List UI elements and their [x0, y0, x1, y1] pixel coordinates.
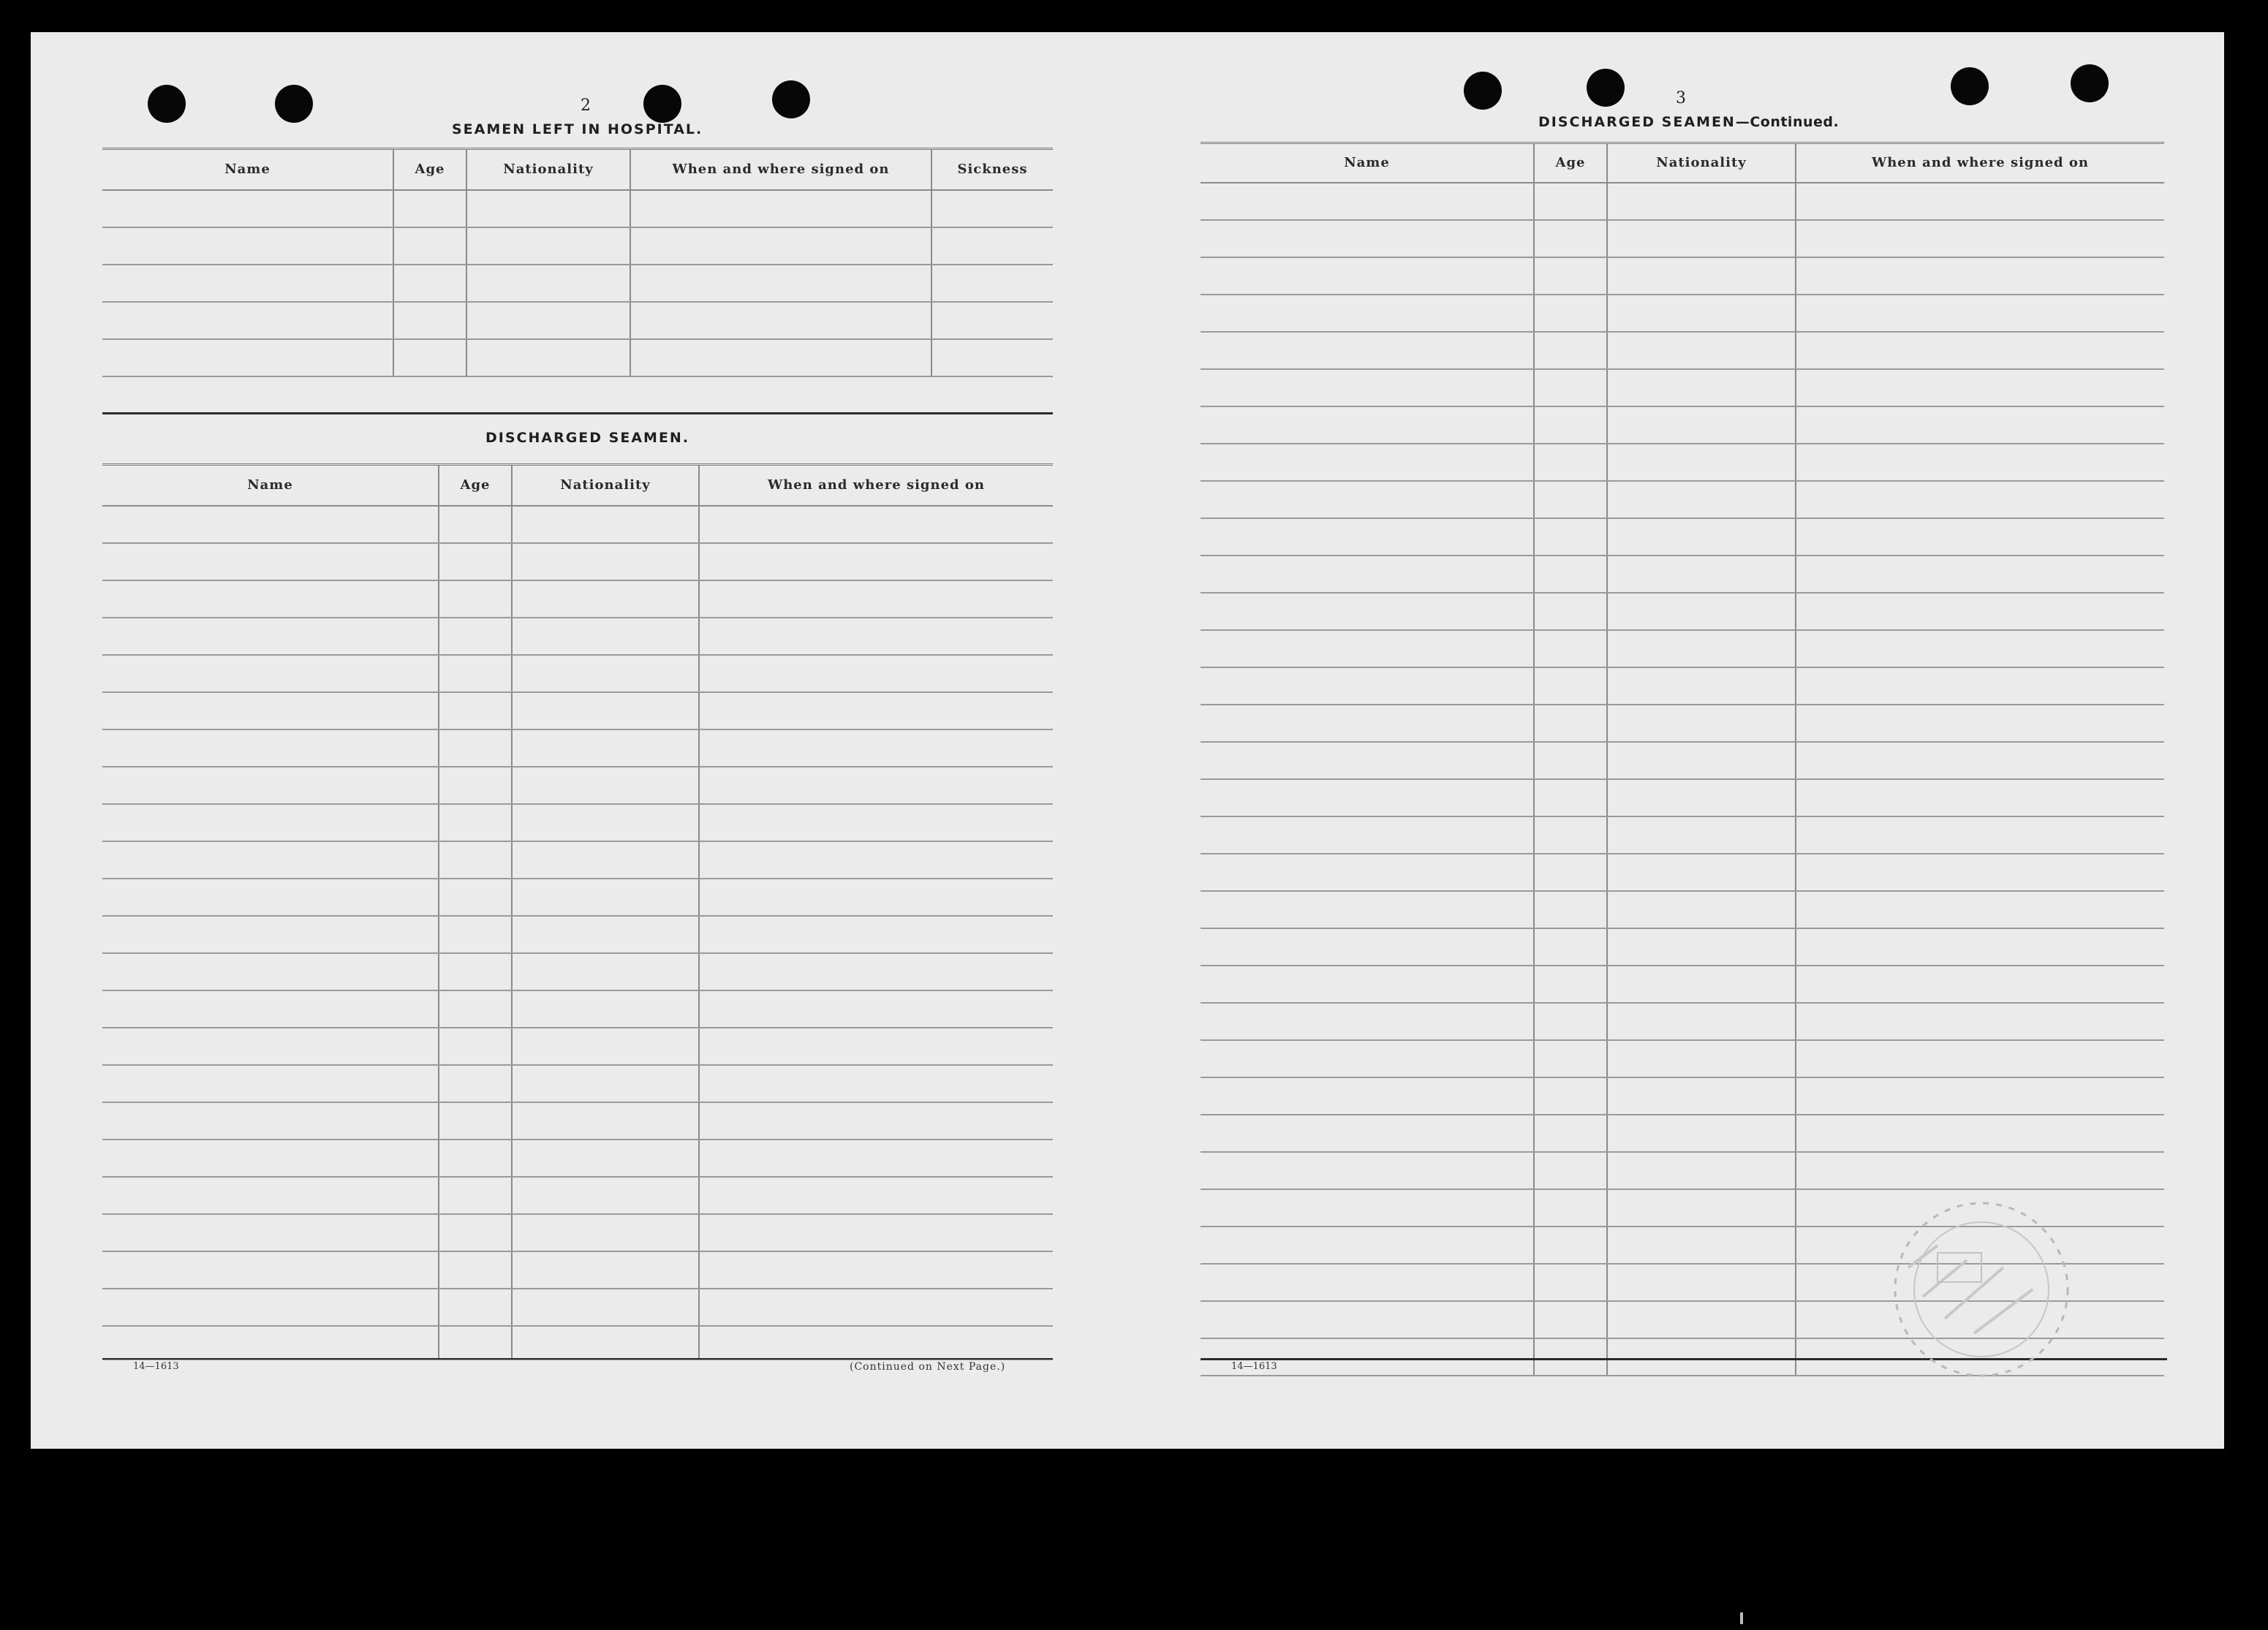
inspection-stamp: [1857, 1180, 2106, 1399]
hospital-table: [102, 148, 1053, 377]
discharged-continued-title-main: DISCHARGED SEAMEN: [1538, 114, 1736, 130]
punch-hole: [2071, 64, 2109, 102]
table-row: [102, 265, 1053, 302]
table-row: [1201, 556, 2164, 593]
column-header-signed-on: When and where signed on: [1796, 143, 2164, 183]
table-row: [102, 804, 1053, 841]
punch-hole: [275, 85, 313, 123]
column-header-name: Name: [102, 149, 393, 190]
table-row: [1201, 928, 2164, 966]
column-header-nationality: Nationality: [466, 149, 630, 190]
column-header-age: Age: [439, 465, 512, 506]
column-header-name: Name: [102, 465, 439, 506]
table-row: [102, 1065, 1053, 1102]
form-number-right: 14—1613: [1231, 1361, 1277, 1372]
table-row: [1201, 705, 2164, 742]
column-header-age: Age: [1534, 143, 1607, 183]
hospital-table-rows: [102, 190, 1053, 376]
table-row: [1201, 220, 2164, 257]
table-row: [102, 580, 1053, 618]
table-row: [102, 841, 1053, 879]
table-row: [102, 729, 1053, 767]
punch-hole: [1951, 67, 1989, 105]
table-row: [1201, 966, 2164, 1003]
table-row: [1201, 1003, 2164, 1040]
section-divider: [102, 412, 1053, 414]
ledger-sheet: [31, 32, 2224, 1449]
table-row: [1201, 816, 2164, 854]
table-row: [1201, 406, 2164, 444]
table-row: [1201, 593, 2164, 630]
discharged-table-left: [102, 463, 1053, 1360]
table-row: [1201, 1077, 2164, 1115]
column-header-nationality: Nationality: [512, 465, 699, 506]
table-row: [1201, 332, 2164, 369]
table-row: [102, 227, 1053, 265]
table-row: [102, 1214, 1053, 1251]
bottom-rule-left: [102, 1358, 1053, 1360]
punch-hole: [772, 80, 810, 118]
table-row: [102, 692, 1053, 729]
discharged-continued-title-suffix: —Continued.: [1735, 114, 1840, 130]
column-header-nationality: Nationality: [1607, 143, 1796, 183]
table-row: [102, 953, 1053, 990]
table-row: [102, 916, 1053, 953]
discharged-table-left-rows: [102, 506, 1053, 1360]
table-row: [102, 1326, 1053, 1360]
table-row: [102, 1251, 1053, 1289]
table-row: [1201, 444, 2164, 481]
table-row: [102, 767, 1053, 804]
table-row: [102, 339, 1053, 376]
table-row: [102, 506, 1053, 543]
table-row: [1201, 481, 2164, 518]
table-row: [1201, 854, 2164, 891]
table-row: [1201, 779, 2164, 816]
table-row: [102, 655, 1053, 692]
table-row: [102, 1289, 1053, 1326]
column-header-age: Age: [393, 149, 466, 190]
form-number-left: 14—1613: [133, 1361, 179, 1372]
table-row: [1201, 1115, 2164, 1152]
punch-hole: [1587, 69, 1625, 107]
table-row: [1201, 630, 2164, 667]
table-row: [102, 618, 1053, 655]
table-row: [102, 1102, 1053, 1140]
column-header-name: Name: [1201, 143, 1534, 183]
page-number-right: 3: [1676, 89, 1686, 107]
table-row: [102, 990, 1053, 1028]
column-header-signed-on: When and where signed on: [699, 465, 1053, 506]
page-number-left: 2: [581, 96, 591, 115]
stray-mark: [1740, 1612, 1743, 1624]
punch-hole: [643, 85, 681, 123]
table-row: [102, 1140, 1053, 1177]
punch-hole: [148, 85, 186, 123]
table-row: [102, 190, 1053, 227]
table-row: [1201, 183, 2164, 220]
continued-note: (Continued on Next Page.): [850, 1361, 1006, 1373]
table-row: [102, 879, 1053, 916]
table-row: [102, 1177, 1053, 1214]
table-row: [1201, 1040, 2164, 1077]
table-row: [102, 1028, 1053, 1065]
column-header-sickness: Sickness: [931, 149, 1053, 190]
table-row: [1201, 742, 2164, 779]
table-row: [102, 302, 1053, 339]
table-row: [1201, 369, 2164, 406]
table-row: [1201, 257, 2164, 295]
hospital-section-title: SEAMEN LEFT IN HOSPITAL.: [452, 121, 703, 137]
table-row: [1201, 667, 2164, 705]
punch-hole: [1464, 72, 1502, 110]
column-header-signed-on: When and where signed on: [630, 149, 931, 190]
table-row: [102, 543, 1053, 580]
discharged-section-title: DISCHARGED SEAMEN.: [485, 430, 690, 446]
table-row: [1201, 891, 2164, 928]
table-row: [1201, 518, 2164, 556]
table-row: [1201, 295, 2164, 332]
discharged-continued-title: [1538, 114, 1839, 130]
